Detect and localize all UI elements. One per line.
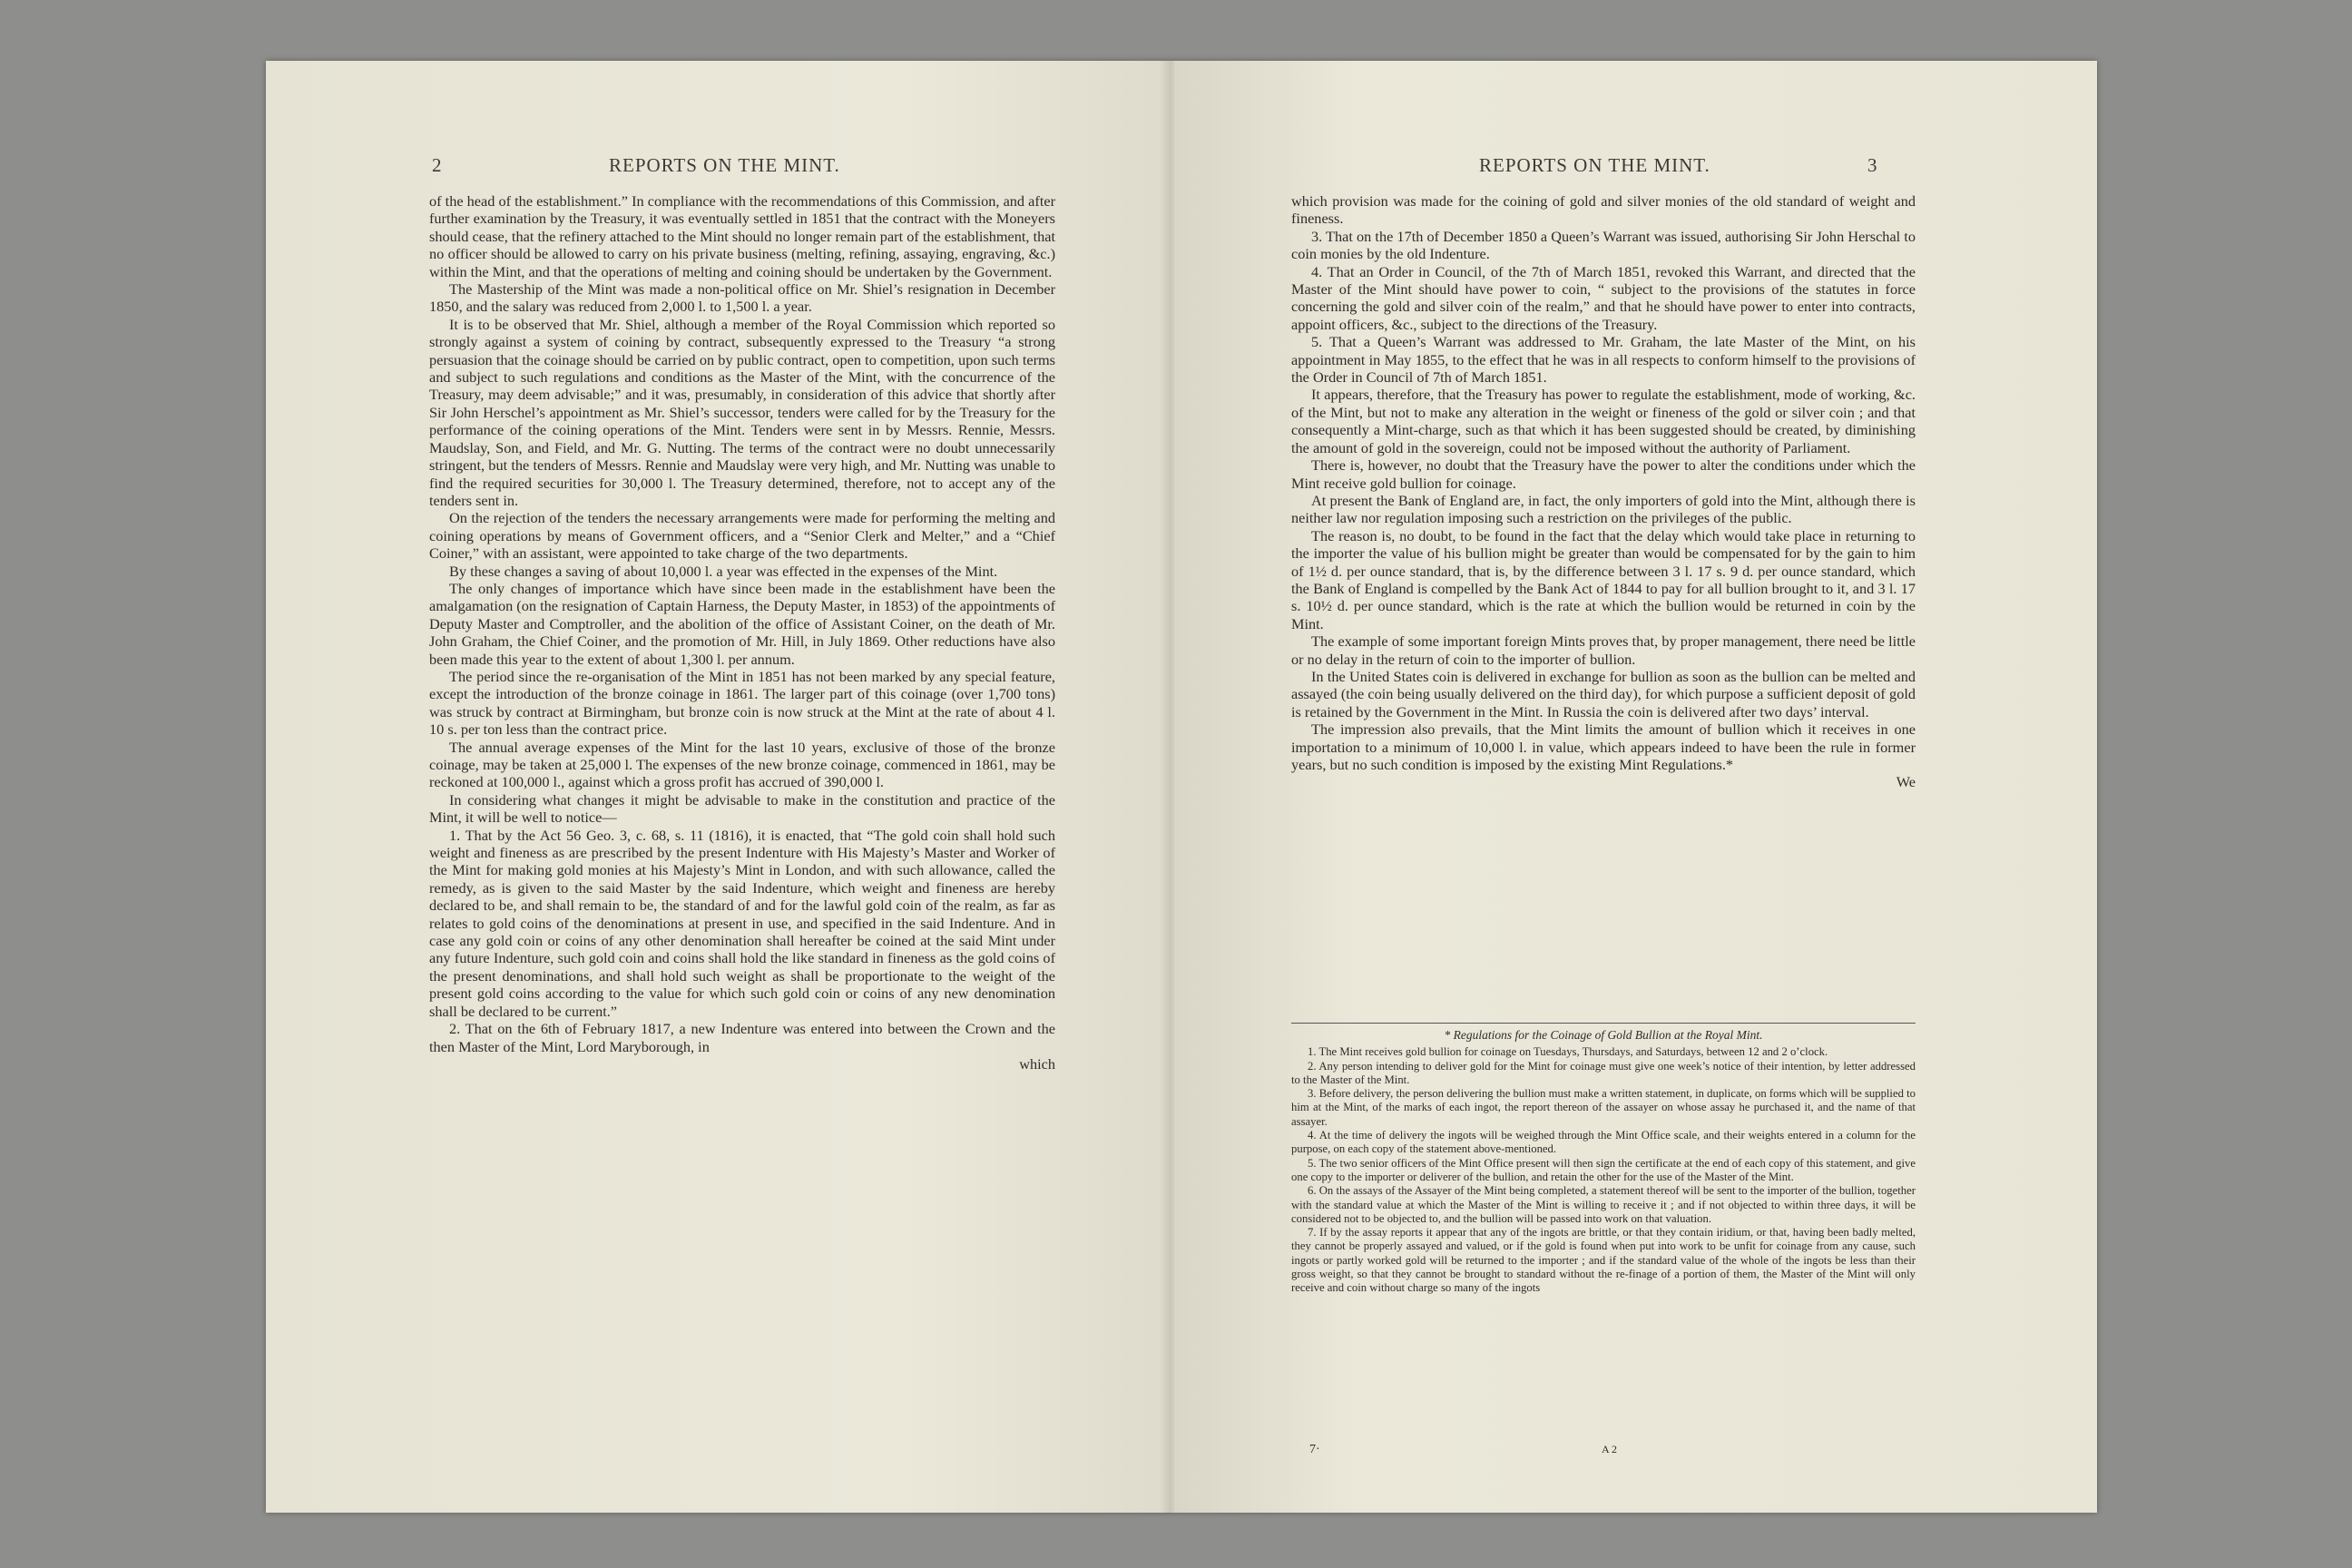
- paragraph: There is, however, no doubt that the Treasury have the power to alter the conditions under which the Mint receive gold bullion for coinage.: [1291, 456, 1916, 492]
- paragraph: of the head of the establishment.” In compliance with the recommendations of this Commission, and after further examination by the Treasury, it was eventually settled in 1851 that the contract with the Moneyers should cease, that the refinery attached to the Mint should no longer remain part of the establishment, that no officer should be allowed to carry on his private business (melting, refining, assaying, engraving, &c.) within the Mint, and that the operations of melting and coining should be undertaken by the Government.: [429, 192, 1055, 280]
- right-catchword: We: [1896, 773, 1916, 791]
- left-page: [266, 61, 1171, 1513]
- paragraph: 5. That a Queen’s Warrant was addressed to Mr. Graham, the late Master of the Mint, on his appointment in May 1855, to the effect that he was in all respects to conform himself to the provisions of the Order in Council of 7th of March 1851.: [1291, 333, 1916, 387]
- footnote-item: 4. At the time of delivery the ingots will be weighed through the Mint Office scale, and their weights entered in a column for the purpose, on each copy of the statement above-mentioned.: [1291, 1129, 1916, 1156]
- footnote-heading: * Regulations for the Coinage of Gold Bullion at the Royal Mint.: [1444, 1028, 1763, 1042]
- footnote-item: 1. The Mint receives gold bullion for coinage on Tuesdays, Thursdays, and Saturdays, between 12 and 2 o’clock.: [1308, 1045, 1828, 1059]
- paragraph: 1. That by the Act 56 Geo. 3, c. 68, s. 11 (1816), it is enacted, that “The gold coin shall hold such weight and fineness as are prescribed by the present Indenture with His Majesty’s Master and Worker of the Mint for making gold monies at his Majesty’s Mint in London, and with such allowance, called the remedy, as is given to the said Master by the said Indenture, which weight and fineness are hereby declared to be, and shall remain to be, the standard of and for the lawful gold coin of the realm, as far as relates to gold coins of the denominations at present in use, and specified in the said Indenture. And in case any gold coin or coins of any other denomination shall hereafter be coined at the said Mint under any future Indenture, such gold coin and coins shall hold the like standard in fineness as the gold coins of the present denominations, and shall hold such weight as shall be proportionate to the weight of the present gold coins according to the value for which such gold coin or coins of any new denomination shall be declared to be current.”: [429, 826, 1055, 1020]
- signature-mark: A 2: [1602, 1443, 1618, 1455]
- paragraph: The annual average expenses of the Mint for the last 10 years, exclusive of those of the bronze coinage, may be taken at 25,000 l. The expenses of the new bronze coinage, commenced in 1861, may be reckoned at 100,000 l., against which a gross profit has accrued of 390,000 l.: [429, 738, 1055, 791]
- left-page-number: 2: [432, 154, 443, 176]
- paragraph: The example of some important foreign Mints proves that, by proper management, there need be little or no delay in the return of coin to the importer of bullion.: [1291, 632, 1916, 668]
- left-column-text: [429, 192, 1055, 1073]
- paragraph: In considering what changes it might be advisable to make in the constitution and practice of the Mint, it will be well to notice—: [429, 790, 1055, 827]
- paragraph: By these changes a saving of about 10,000 l. a year was effected in the expenses of the Mint.: [449, 562, 998, 580]
- paragraph: The impression also prevails, that the Mint limits the amount of bullion which it receives in one importation to a minimum of 10,000 l. in value, which appears indeed to have been the rule in former years, but no such condition is imposed by the existing Mint Regulations.*: [1291, 720, 1916, 773]
- paragraph: The Mastership of the Mint was made a non-political office on Mr. Shiel’s resignation in December 1850, and the salary was reduced from 2,000 l. to 1,500 l. a year.: [429, 280, 1055, 316]
- paragraph: At present the Bank of England are, in fact, the only importers of gold into the Mint, although there is neither law nor regulation imposing such a restriction on the privileges of the public.: [1291, 491, 1916, 527]
- right-paragraphs: [1291, 192, 1916, 773]
- footnote-block: [1291, 1028, 1916, 1296]
- paragraph: In the United States coin is delivered in exchange for bullion as soon as the bullion can be melted and assayed (the coin being usually delivered on the third day), for which purpose a sufficient deposit of gold is retained by the Government in the Mint. In Russia the coin is delivered after two days’ interval.: [1291, 667, 1916, 720]
- paragraph: On the rejection of the tenders the necessary arrangements were made for performing the melting and coining operations by means of Government officers, and a “Senior Clerk and Melter,” and a “Chief Coiner,” with an assistant, were appointed to take charge of the two departments.: [429, 509, 1055, 563]
- right-column-text: [1291, 192, 1916, 791]
- footnote-item: 7. If by the assay reports it appear that any of the ingots are brittle, or that they contain iridium, or that, having been badly melted, they cannot be properly assayed and valued, or if the gold is found when put into work to be unfit for coinage from any cause, such ingots or partly worked gold will be returned to the importer ; and if the standard value of the whole of the ingots be less than their gross weight, so that they cannot be brought to standard without the re-finage of a portion of them, the Master of the Mint will only receive and coin without charge so many of the ingots: [1291, 1226, 1916, 1295]
- signature-left: 7·: [1309, 1443, 1320, 1456]
- paragraph: It appears, therefore, that the Treasury has power to regulate the establishment, mode of working, &c. of the Mint, but not to make any alteration in the weight or fineness of the gold or silver coin ; and that consequently a Mint-charge, such as that which it has been suggested should be created, by diminishing the amount of gold in the sovereign, could not be imposed without the authority of Parliament.: [1291, 386, 1916, 456]
- footnote-item: 2. Any person intending to deliver gold for the Mint for coinage must give one week’s notice of their intention, by letter addressed to the Master of the Mint.: [1291, 1059, 1916, 1086]
- paragraph: which provision was made for the coining of gold and silver monies of the old standard of weight and fineness.: [1291, 192, 1916, 228]
- footnote-items: [1291, 1045, 1916, 1295]
- paragraph: The reason is, no doubt, to be found in the fact that the delay which would take place in returning to the importer the value of his bullion might be greater than would be compensated for by the gain to him of 1½ d. per ounce standard, that is, by the difference between 3 l. 17 s. 9 d. per ounce standard, which the Bank of England is compelled by the Bank Act of 1844 to pay for all bullion brought to it, and 3 l. 17 s. 10½ d. per ounce standard, which is the rate at which the bullion would be returned in coin by the Mint.: [1291, 526, 1916, 632]
- left-running-title: REPORTS ON THE MINT.: [609, 154, 840, 176]
- paragraph: It is to be observed that Mr. Shiel, although a member of the Royal Commission which reported so strongly against a system of coining by contract, subsequently expressed to the Treasury “a strong persuasion that the coinage should be carried on by public contract, open to competition, upon such terms and subject to such regulations and conditions as the Master of the Mint, with the concurrence of the Treasury, may deem advisable;” and it was, presumably, in consideration of this advice that shortly after Sir John Herschel’s appointment as Mr. Shiel’s successor, tenders were called for by the Treasury for the performance of the coining operations of the Mint. Tenders were sent in by Messrs. Rennie, Messrs. Maudslay, Son, and Field, and Mr. G. Nutting. The terms of the contract were no doubt unnecessarily stringent, but the tenders of Messrs. Rennie and Maudslay were very high, and Mr. Nutting was unable to find the required securities for 30,000 l. The Treasury determined, therefore, not to accept any of the tenders sent in.: [429, 315, 1055, 509]
- left-catchword: which: [1019, 1054, 1055, 1073]
- footnote-item: 5. The two senior officers of the Mint Office present will then sign the certificate at the end of each copy of this statement, and give one copy to the importer or deliverer of the bullion, and retain the other for the use of the Master of the Mint.: [1291, 1156, 1916, 1183]
- right-page-number: 3: [1867, 154, 1878, 176]
- footnote-item: 3. Before delivery, the person delivering the bullion must make a written statement, in duplicate, on forms which will be supplied to him at the Mint, of the marks of each ingot, the report thereon of the assayer on whose assay he purchased it, and the name of that assayer.: [1291, 1087, 1916, 1128]
- paragraph: 2. That on the 6th of February 1817, a new Indenture was entered into between the Crown and the then Master of the Mint, Lord Maryborough, in: [429, 1020, 1055, 1055]
- book-spread: [266, 61, 2097, 1513]
- paragraph: The period since the re-organisation of the Mint in 1851 has not been marked by any special feature, except the introduction of the bronze coinage in 1861. The larger part of this coinage (over 1,700 tons) was struck by contract at Birmingham, but bronze coin is now struck at the Mint at the rate of about 4 l. 10 s. per ton less than the contract price.: [429, 667, 1055, 739]
- paragraph: The only changes of importance which have since been made in the establishment have been the amalgamation (on the resignation of Captain Harness, the Deputy Master, in 1853) of the appointments of Deputy Master and Comptroller, and the abolition of the office of Assistant Coiner, on the death of Mr. John Graham, the Chief Coiner, and the promotion of Mr. Hill, in July 1869. Other reductions have also been made this year to the extent of about 1,300 l. per annum.: [429, 579, 1055, 668]
- left-paragraphs: [429, 192, 1055, 1055]
- paragraph: 3. That on the 17th of December 1850 a Queen’s Warrant was issued, authorising Sir John Herschal to coin monies by the old Indenture.: [1291, 227, 1916, 263]
- footnote-rule: [1291, 1023, 1916, 1024]
- paragraph: 4. That an Order in Council, of the 7th of March 1851, revoked this Warrant, and directed that the Master of the Mint should have power to coin, “ subject to the provisions of the statutes in force concerning the gold and silver coin of the realm,” and that he should have power to enter into contracts, appoint officers, &c., subject to the directions of the Treasury.: [1291, 262, 1916, 333]
- footnote-item: 6. On the assays of the Assayer of the Mint being completed, a statement thereof will be sent to the importer of the bullion, together with the standard value at which the Master of the Mint is willing to receive it ; and if not objected to within three days, it will be considered not to be objected to, and the bullion will be passed into work on that valuation.: [1291, 1184, 1916, 1225]
- right-running-title: REPORTS ON THE MINT.: [1479, 154, 1710, 176]
- right-page: [1175, 61, 2097, 1513]
